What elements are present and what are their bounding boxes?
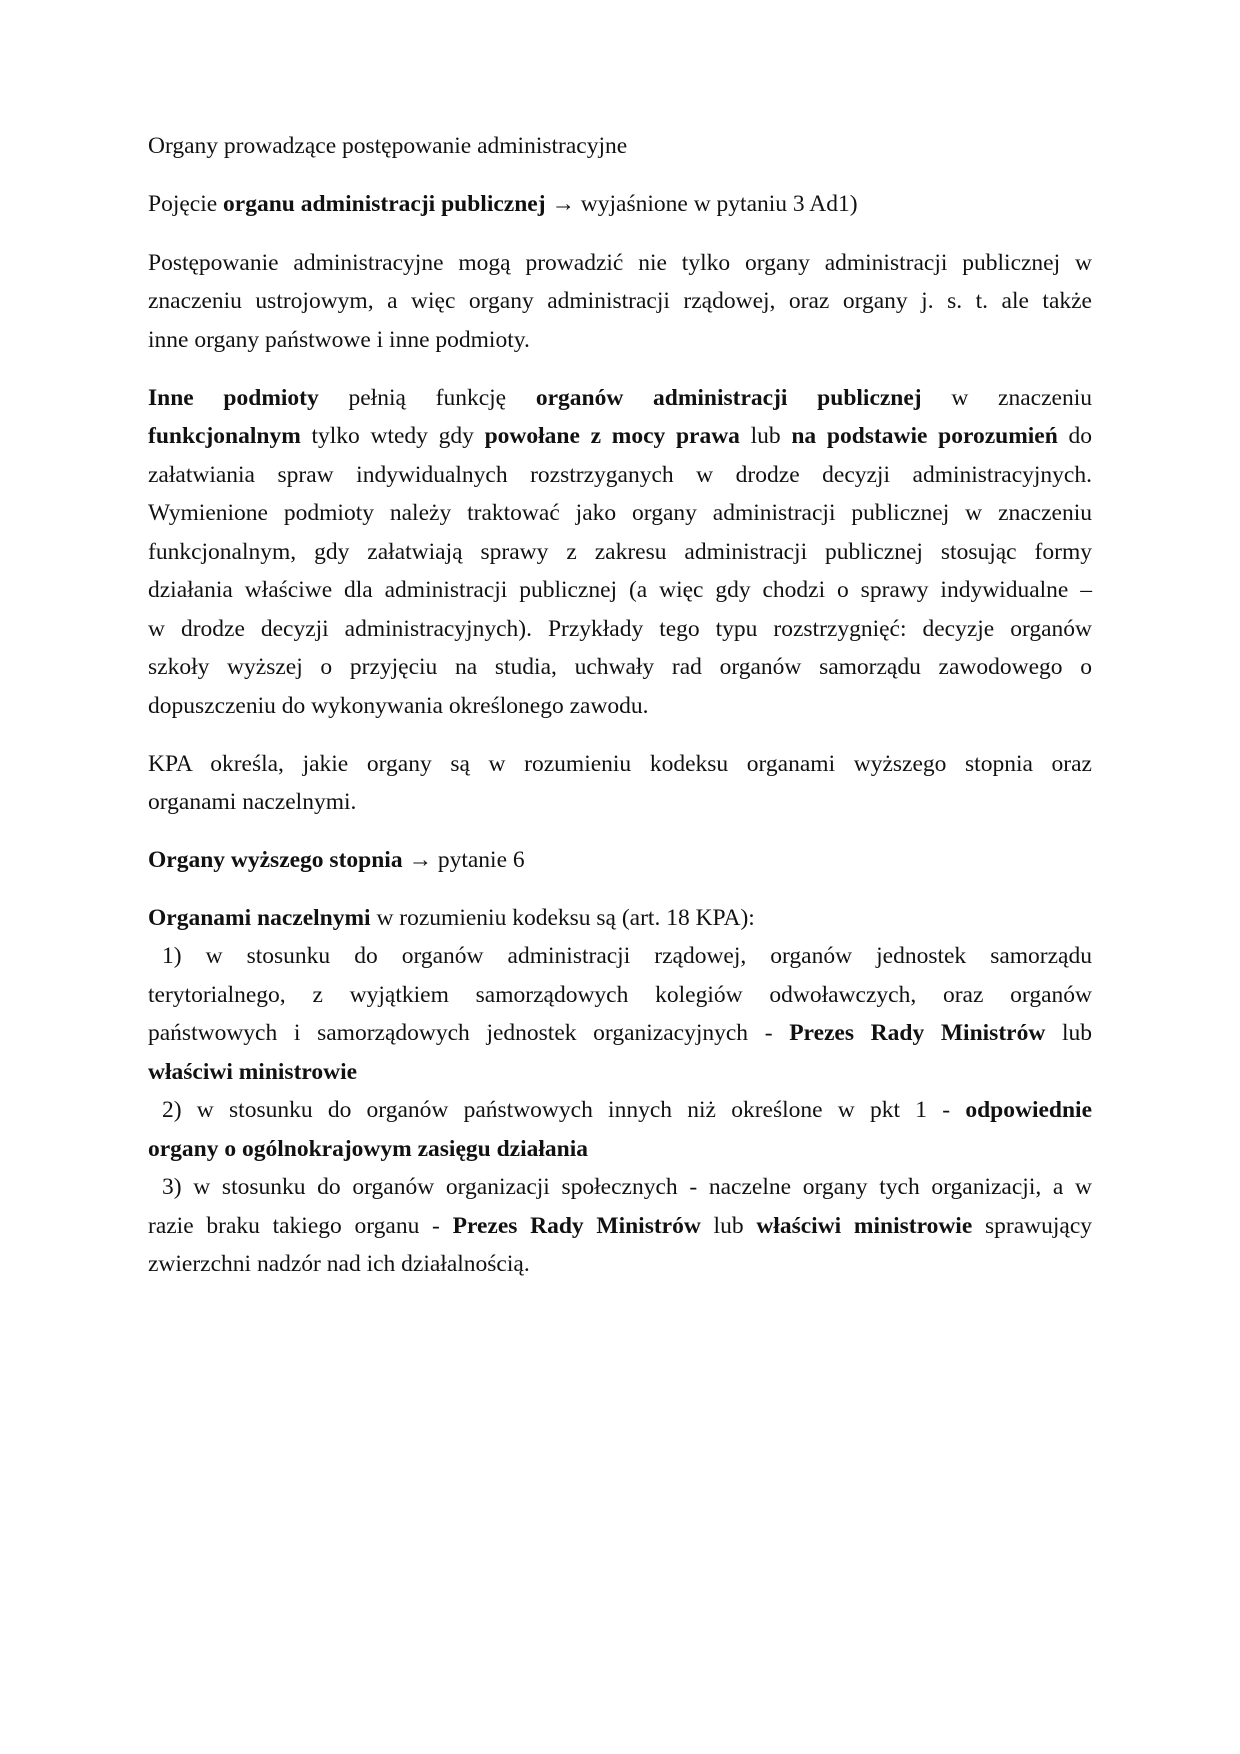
text-run: tylko wtedy gdy	[300, 423, 485, 449]
para2-line-2	[148, 421, 1092, 451]
bold-phrase: organów administracji publicznej	[535, 385, 922, 411]
para1-line-2: znaczeniu ustrojowym, a więc organy administracji rządowej, oraz organy j. s. t. ale także	[148, 288, 1092, 314]
bold-phrase: organy o ogólnokrajowym zasięgu działania	[148, 1136, 588, 1162]
text-run: lub	[739, 423, 792, 449]
para2-line-4: Wymienione podmioty należy traktować jako organy administracji publicznej w znaczeniu	[148, 500, 1092, 526]
para2-line-5: funkcjonalnym, gdy załatwiają sprawy z zakresu administracji publicznej stosując formy	[148, 539, 1092, 565]
bold-phrase: właściwi ministrowie	[756, 1213, 973, 1239]
item1-line-3	[148, 1018, 1092, 1048]
item2-line-2	[148, 1134, 588, 1164]
bold-phrase: Inne podmioty	[148, 385, 319, 411]
bold-phrase: właściwi ministrowie	[148, 1059, 358, 1085]
document-title: Organy prowadzące postępowanie administracyjne	[148, 133, 628, 159]
item3-line-3: zwierzchni nadzór nad ich działalnością.	[148, 1251, 530, 1277]
para2-line-8: szkoły wyższej o przyjęciu na studia, uchwały rad organów samorządu zawodowego o	[148, 654, 1092, 680]
text-run: pełnią funkcję	[318, 385, 536, 411]
bold-phrase: funkcjonalnym	[148, 423, 301, 449]
text-run: w rozumieniu kodeksu są (art. 18 KPA):	[370, 905, 755, 931]
concept-bold: organu administracji publicznej	[223, 191, 546, 217]
text-run: → pytanie 6	[402, 847, 525, 873]
text-run: do	[1057, 423, 1093, 449]
supreme-intro-line	[148, 903, 755, 933]
para2-line-6: działania właściwe dla administracji publicznej (a więc gdy chodzi o sprawy indywidualne –	[148, 577, 1092, 603]
bold-phrase: powołane z mocy prawa	[484, 423, 740, 449]
text-run: razie braku takiego organu -	[148, 1213, 453, 1239]
bold-phrase: Organami naczelnymi	[148, 905, 371, 931]
text-run: w znaczeniu	[921, 385, 1092, 411]
para2-line-3: załatwiania spraw indywidualnych rozstrzyganych w drodze decyzji administracyjnych.	[148, 462, 1092, 488]
bold-phrase: Prezes Rady Ministrów	[452, 1213, 701, 1239]
item1-line-4	[148, 1057, 357, 1087]
text-run: lub	[1045, 1020, 1093, 1046]
item3-line-1: 3) w stosunku do organów organizacji społecznych - naczelne organy tych organizacji, a w	[162, 1174, 1092, 1200]
text-run: sprawujący	[972, 1213, 1093, 1239]
para2-line-1	[148, 383, 1092, 413]
para1-line-3: inne organy państwowe i inne podmioty.	[148, 327, 530, 353]
para1-line-1: Postępowanie administracyjne mogą prowadzić nie tylko organy administracji publicznej w	[148, 250, 1092, 276]
item3-line-2	[148, 1211, 1092, 1241]
bold-phrase: Prezes Rady Ministrów	[789, 1020, 1046, 1046]
item2-line-1	[162, 1095, 1092, 1125]
text-run: lub	[700, 1213, 757, 1239]
concept-line	[148, 189, 858, 219]
para3-line-2: organami naczelnymi.	[148, 789, 357, 815]
bold-phrase: na podstawie porozumień	[791, 423, 1058, 449]
bold-phrase: Organy wyższego stopnia	[148, 847, 403, 873]
para2-line-7: w drodze decyzji administracyjnych). Przykłady tego typu rozstrzygnięć: decyzje organów	[148, 616, 1092, 642]
para2-line-9: dopuszczeniu do wykonywania określonego zawodu.	[148, 693, 649, 719]
text-run: państwowych i samorządowych jednostek organizacyjnych -	[148, 1020, 790, 1046]
concept-prefix: Pojęcie	[148, 191, 224, 217]
item1-line-2: terytorialnego, z wyjątkiem samorządowych kolegiów odwoławczych, oraz organów	[148, 982, 1092, 1008]
bold-phrase: odpowiednie	[965, 1097, 1092, 1123]
item1-line-1: 1) w stosunku do organów administracji rządowej, organów jednostek samorządu	[162, 943, 1092, 969]
para3-line-1: KPA określa, jakie organy są w rozumieniu kodeksu organami wyższego stopnia oraz	[148, 751, 1092, 777]
concept-suffix: → wyjaśnione w pytaniu 3 Ad1)	[545, 191, 858, 217]
higher-organs-line	[148, 845, 525, 875]
text-run: 2) w stosunku do organów państwowych innych niż określone w pkt 1 -	[162, 1097, 966, 1123]
